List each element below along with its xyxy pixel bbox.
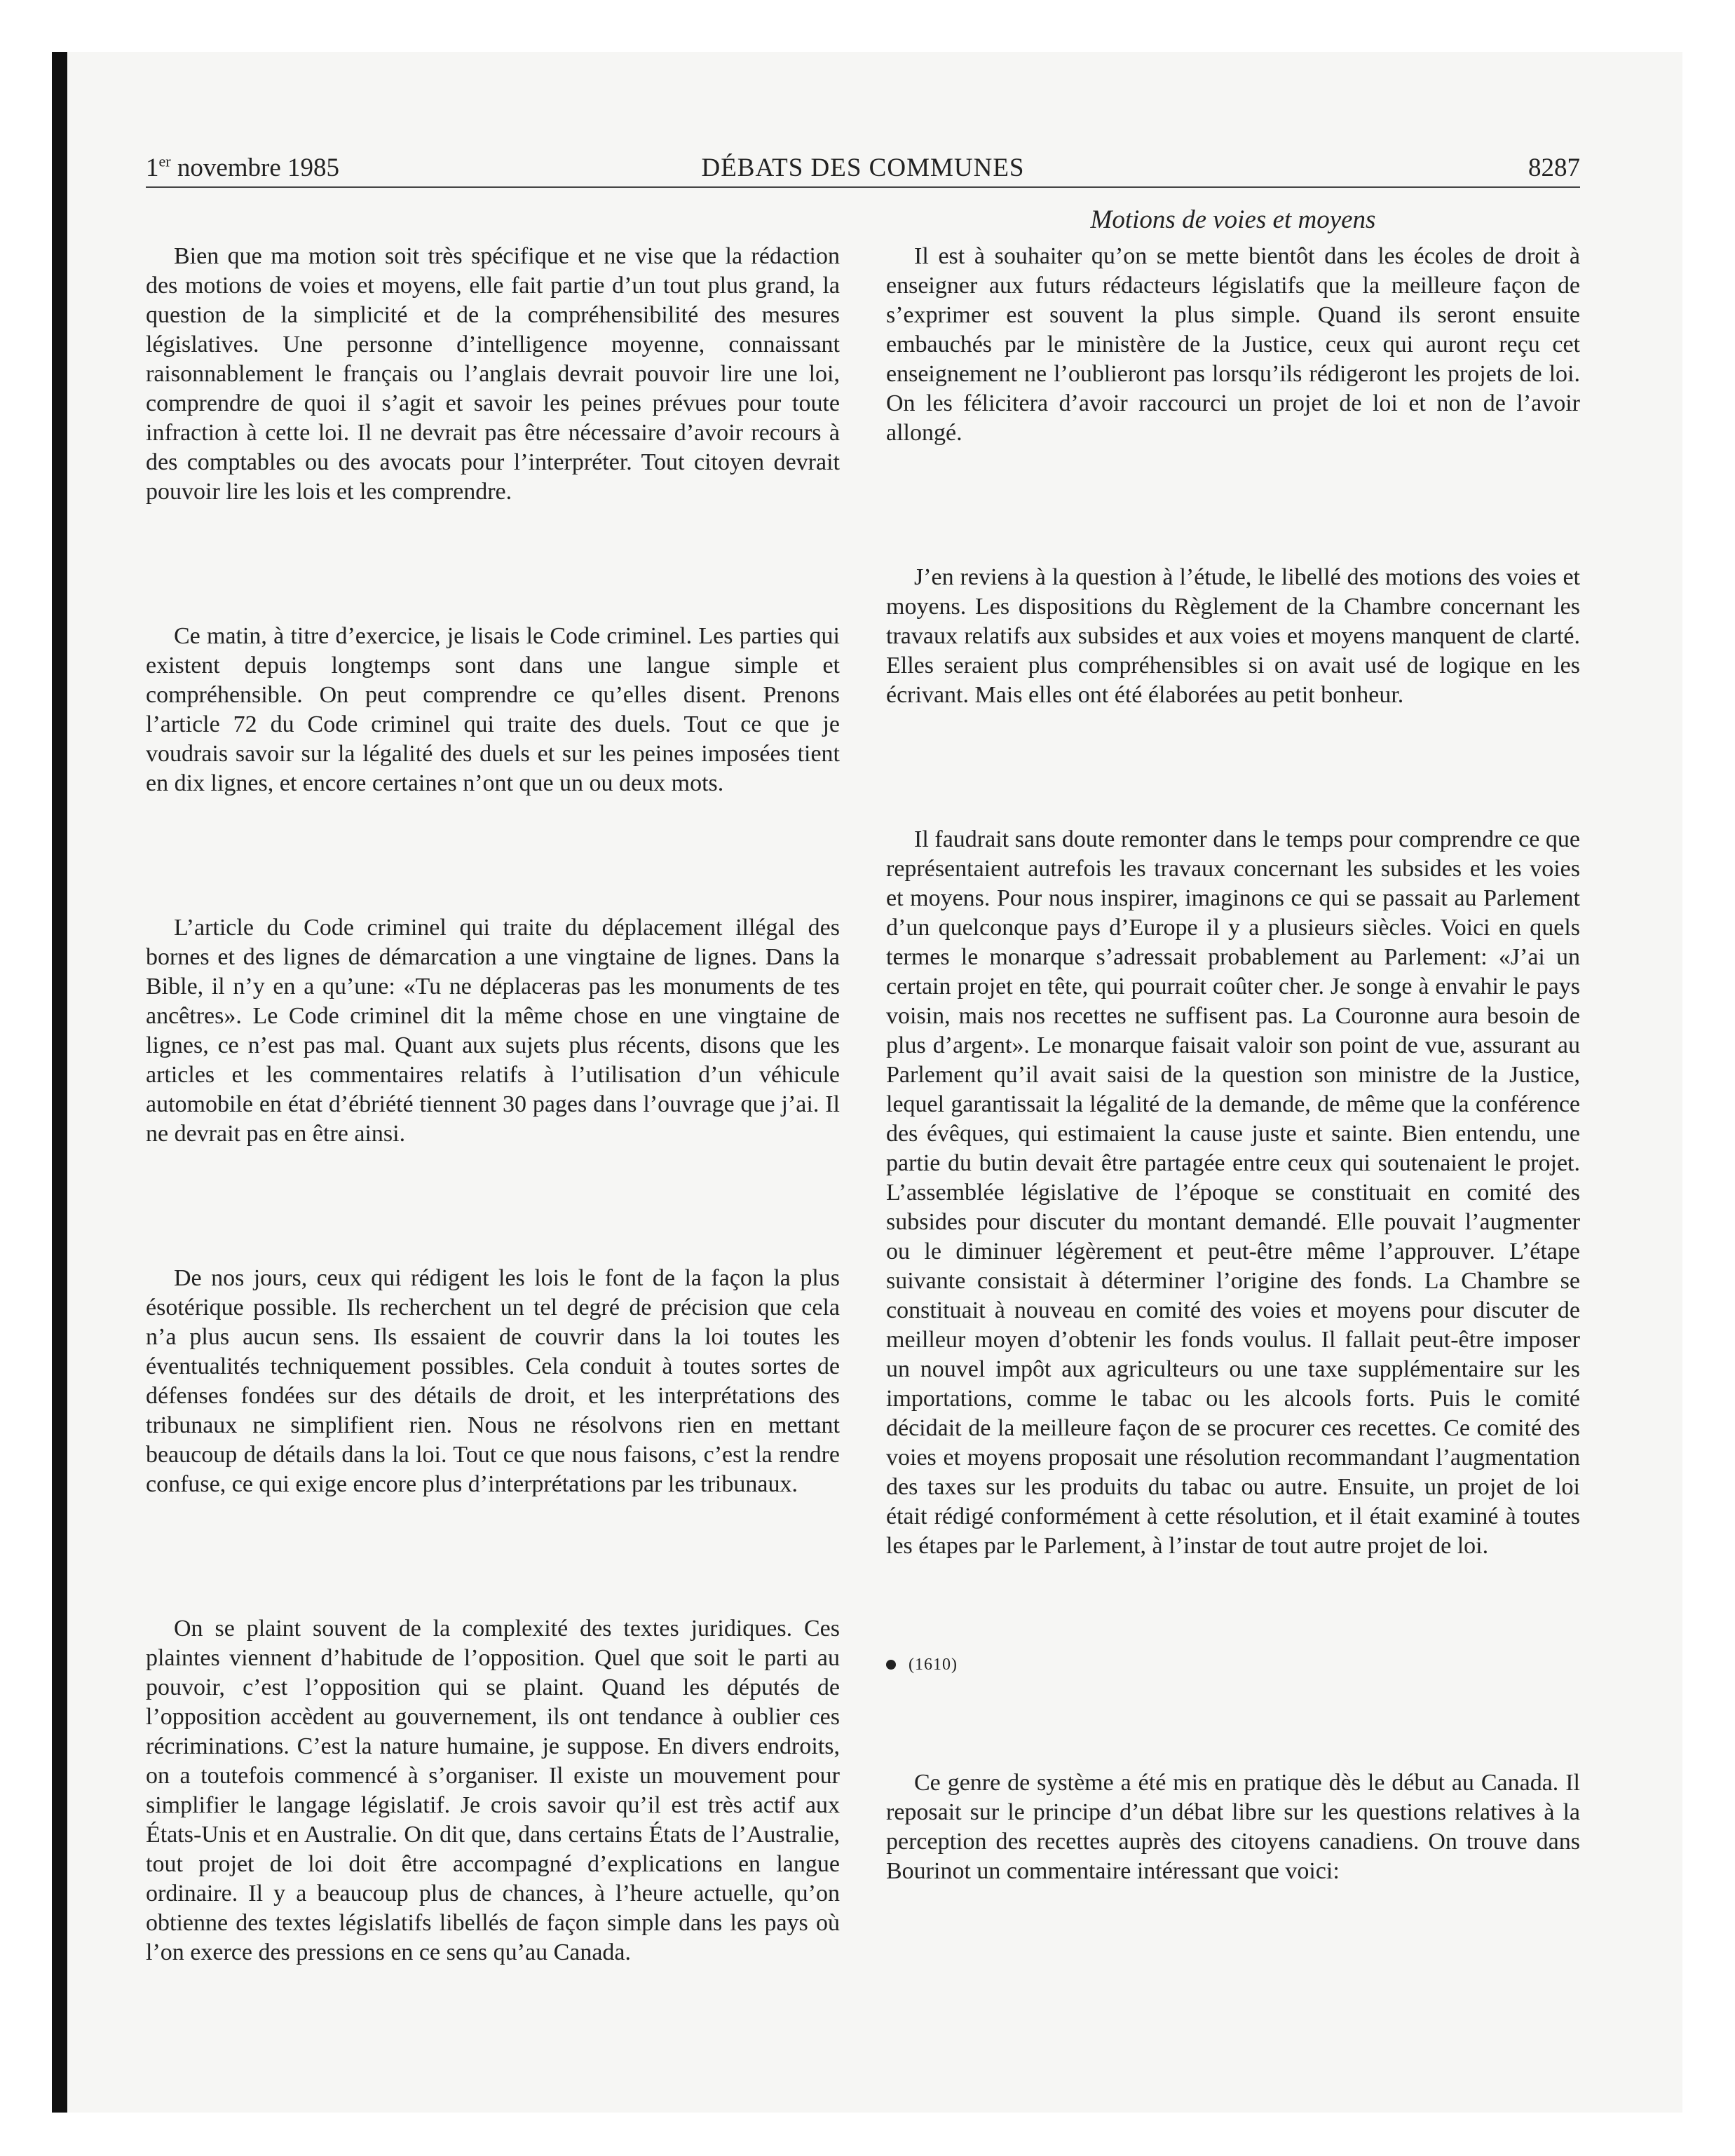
- paragraph: Il faudrait sans doute remonter dans le temps pour comprendre ce que représentaient autrefois les travaux concernant les subsides et les voies et moyens. Pour nous inspirer, imaginons ce qui se passait au Parlement d’un quelconque pays d’Europe il y a plusieurs siècles. Voici en quels termes le monarque s’adressait probablement au Parlement: «J’ai un certain projet en tête, qui pourrait coûter cher. Je songe à envahir le pays voisin, mais nos recettes ne suffisent pas. La Couronne aura besoin de plus d’argent». Le monarque faisait valoir son point de vue, assurant au Parlement qu’il avait saisi de la question son ministre de la Justice, lequel garantissait la légalité de la demande, de même que la conférence des évêques, qui estimaient la cause juste et sainte. Bien entendu, une partie du butin devait être partagée entre ceux qui soutenaient le projet. L’assemblée législative de l’époque se constituait en comité des subsides pour discuter du montant demandé. Elle pouvait l’augmenter ou le diminuer légèrement et peut-être même l’approuver. L’étape suivante consistait à déterminer l’origine des fonds. La Chambre se constituait à nouveau en comité des voies et moyens pour discuter de meilleur moyen d’obtenir les fonds voulus. Il fallait peut-être imposer un nouvel impôt aux agriculteurs ou une taxe supplémentaire sur les importations, comme le tabac ou les alcools forts. Puis le comité décidait de la meilleure façon de se procurer ces recettes. Ce comité des voies et moyens proposait une résolution recommandant l’augmentation des taxes sur les produits du tabac ou autre. Ensuite, un projet de loi était rédigé conformément à cette résolution, et il était examiné à toutes les étapes par le Parlement, à l’instar de tout autre projet de loi.: [886, 826, 1580, 1559]
- paragraph: On se plaint souvent de la complexité des textes juridiques. Ces plaintes viennent d’habitude de l’opposition. Quel que soit le parti au pouvoir, c’est l’opposition qui se plaint. Quand les députés de l’opposition accèdent au gouvernement, ils ont tendance à oublier ces récriminations. C’est la nature humaine, je suppose. En divers endroits, on a toutefois commencé à s’organiser. Il existe un mouvement pour simplifier le langage législatif. Je crois savoir qu’il est très actif aux États-Unis et en Australie. On dit que, dans certains États de l’Australie, tout projet de loi doit être accompagné d’explications en langue ordinaire. Il y a beaucoup plus de chances, à l’heure actuelle, qu’on obtienne des textes législatifs libellés de façon simple dans les pays où l’on exerce des pressions en ce sens qu’au Canada.: [146, 1616, 840, 1965]
- time-marker-text: (1610): [909, 1655, 958, 1674]
- time-marker: [886, 1651, 1580, 1679]
- page-number: 8287: [1528, 153, 1580, 182]
- header-title: DÉBATS DES COMMUNES: [701, 153, 1025, 182]
- paragraph: J’en reviens à la question à l’étude, le libellé des motions des voies et moyens. Les dispositions du Règlement de la Chambre concernant les travaux relatifs aux subsides et aux voies et moyens manquent de clarté. Elles seraient plus compréhensibles si on avait usé de logique en les écrivant. Mais elles ont été élaborées au petit bonheur.: [886, 564, 1580, 708]
- paragraph: Ce genre de système a été mis en pratique dès le début au Canada. Il reposait sur le principe d’un débat libre sur les questions relatives à la perception des recettes auprès des citoyens canadiens. On trouve dans Bourinot un commentaire intéressant que voici:: [886, 1770, 1580, 1884]
- paragraph: Ce matin, à titre d’exercice, je lisais le Code criminel. Les parties qui existent depuis longtemps sont dans une langue simple et compréhensible. On peut comprendre ce qu’elles disent. Prenons l’article 72 du Code criminel qui traite des duels. Tout ce que je voudrais savoir sur la légalité des duels et sur les peines imposées tient en dix lignes, et encore certaines n’ont que un ou deux mots.: [146, 623, 840, 796]
- left-column: [146, 242, 840, 1967]
- header-date: 1er novembre 1985: [146, 152, 340, 182]
- paragraph: De nos jours, ceux qui rédigent les lois le font de la façon la plus ésotérique possible. Ils recherchent un tel degré de précision que cela n’a plus aucun sens. Ils essaient de couvrir dans la loi toutes les éventualités techniquement possibles. Cela conduit à toutes sortes de défenses fondées sur des détails de droit, et les interprétations des tribunaux ne simplifient rien. Nous ne résolvons rien en mettant beaucoup de détails dans la loi. Tout ce que nous faisons, c’est la rendre confuse, ce qui exige encore plus d’interprétations par les tribunaux.: [146, 1265, 840, 1497]
- running-head: [146, 150, 1580, 188]
- section-title: Motions de voies et moyens: [1090, 205, 1376, 234]
- paragraph: Bien que ma motion soit très spécifique et ne vise que la rédaction des motions de voies et moyens, elle fait partie d’un tout plus grand, la question de la simplicité et de la compréhensibilité des mesures législatives. Une personne d’intelligence moyenne, connaissant raisonnablement le français ou l’anglais devrait pouvoir lire une loi, comprendre de quoi il s’agit et savoir les peines prévues pour toute infraction à cette loi. Il ne devrait pas être nécessaire d’avoir recours à des comptables ou des avocats pour l’interpréter. Tout citoyen devrait pouvoir lire les lois et les comprendre.: [146, 243, 840, 505]
- paragraph: L’article du Code criminel qui traite du déplacement illégal des bornes et des lignes de démarcation a une vingtaine de lignes. Dans la Bible, il n’y en a qu’une: «Tu ne déplaceras pas les monuments de tes ancêtres». Le Code criminel dit la même chose en une vingtaine de lignes, ce n’est pas mal. Quant aux sujets plus récents, disons que les articles et les commentaires relatifs à l’utilisation d’un véhicule automobile en état d’ébriété tiennent 30 pages dans l’ouvrage que j’ai. Il ne devrait pas en être ainsi.: [146, 915, 840, 1147]
- right-column: [886, 242, 1580, 1886]
- bullet-icon: [886, 1660, 896, 1670]
- paragraph: Il est à souhaiter qu’on se mette bientôt dans les écoles de droit à enseigner aux futurs rédacteurs législatifs que la meilleure façon de s’exprimer est souvent la plus simple. Quand ils seront ensuite embauchés par le ministère de la Justice, ceux qui auront reçu cet enseignement ne l’oublieront pas lorsqu’ils rédigeront les projets de loi. On les félicitera d’avoir raccourci un projet de loi et non de l’avoir allongé.: [886, 243, 1580, 446]
- scan-edge: [52, 52, 67, 2113]
